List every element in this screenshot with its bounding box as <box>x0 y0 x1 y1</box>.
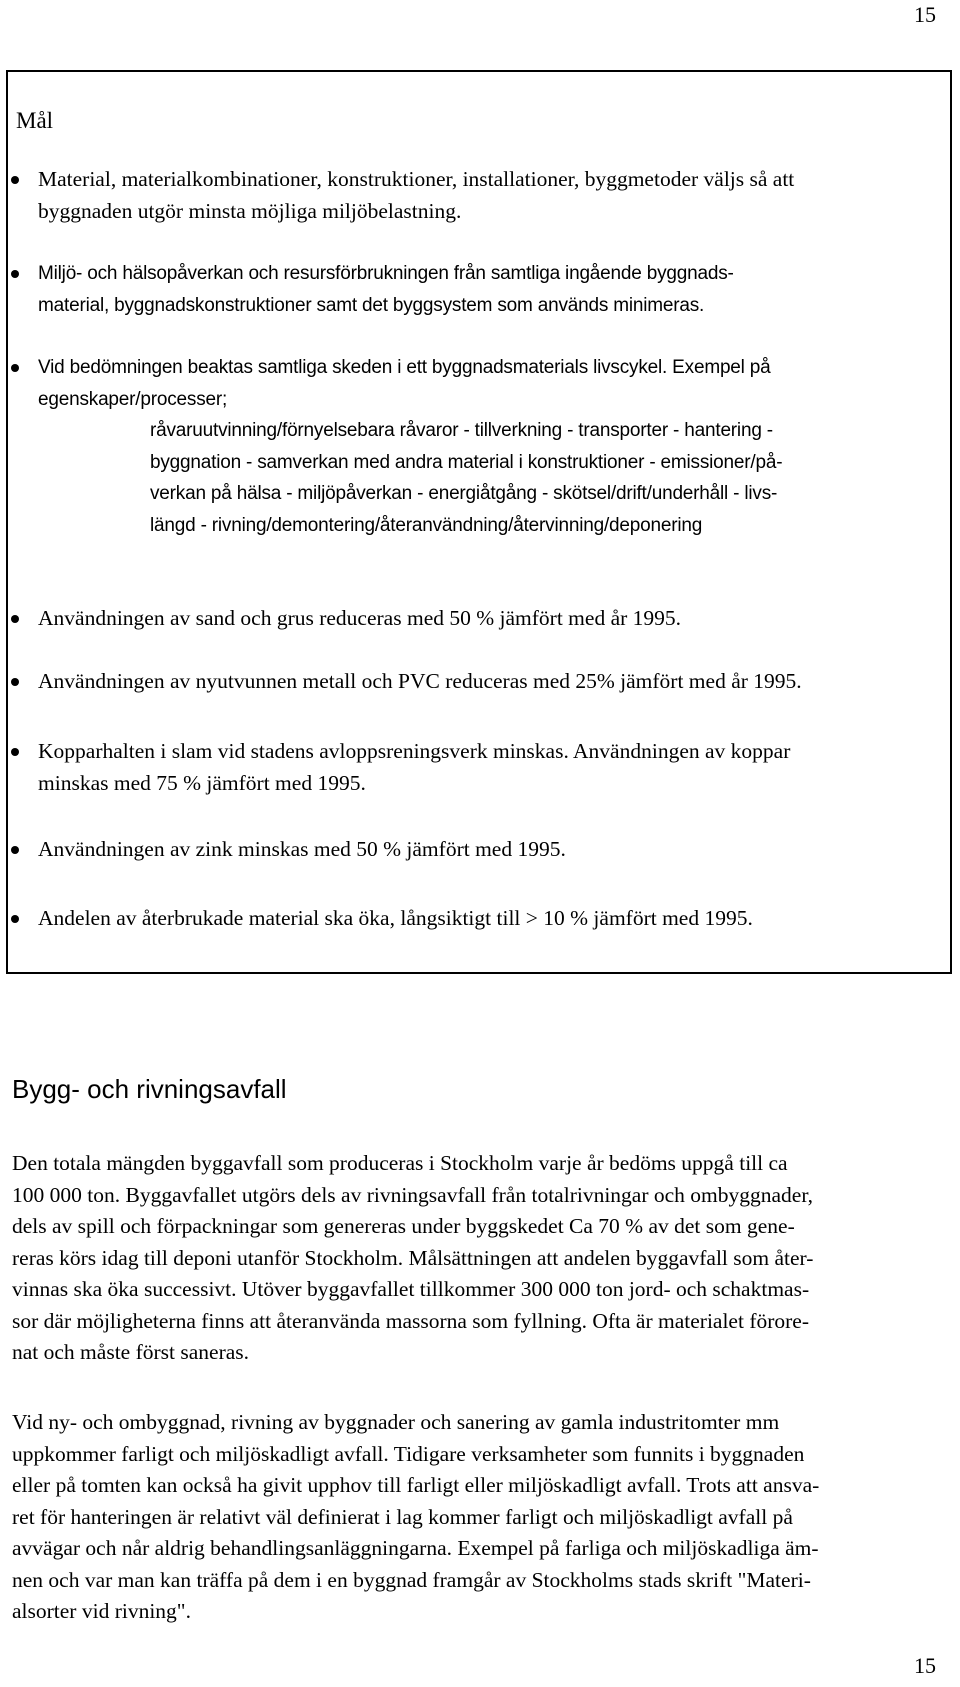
text-line: nat och måste först saneras. <box>12 1340 250 1364</box>
text-line: Miljö- och hälsopåverkan och resursförbrukningen från samtliga ingående byggnads- <box>38 263 734 284</box>
text-line: Material, materialkombinationer, konstruktioner, installationer, byggmetoder väljs så att <box>38 167 795 191</box>
text-line: material, byggnadskonstruktioner samt det byggsystem som används minimeras. <box>38 294 705 316</box>
text-line: minskas med 75 % jämfört med 1995. <box>38 770 366 795</box>
text-line: sor där möjligheterna finns att återanvända massorna som fyllning. Ofta är materialet förore- <box>12 1308 810 1333</box>
text-line: ret för hanteringen är relativt väl definierat i lag kommer farligt och miljöskadligt avfall på <box>12 1504 793 1529</box>
text-line: råvaruutvinning/förnyelsebara råvaror - tillverkning - transporter - hantering - <box>150 420 773 441</box>
goal-bullet-8 <box>38 903 938 935</box>
text-line: 100 000 ton. Byggavfallet utgörs dels av rivningsavfall från totalrivningar och ombyggnader, <box>12 1182 814 1207</box>
goal-bullet-7 <box>38 834 938 866</box>
text-line: Användningen av nyutvunnen metall och PVC reduceras med 25% jämfört med år 1995. <box>38 669 802 693</box>
text-line: dels av spill och förpackningar som genereras under byggskedet Ca 70 % av det som gene- <box>12 1214 795 1238</box>
goal-bullet-3 <box>38 352 938 541</box>
goal-box-title: Mål <box>16 108 54 133</box>
goal-bullet-2 <box>38 258 938 321</box>
text-line: nen och var man kan träffa på dem i en byggnad framgår av Stockholms stads skrift "Materi- <box>12 1567 811 1592</box>
text-line: Den totala mängden byggavfall som produceras i Stockholm varje år bedöms uppgå till ca <box>12 1151 788 1175</box>
text-line: eller på tomten kan också ha givit upphov till farligt eller miljöskadligt avfall. Trots att ansva- <box>12 1473 820 1497</box>
page-number-bottom: 15 <box>914 1653 936 1678</box>
text-line: Andelen av återbrukade material ska öka, långsiktigt till > 10 % jämfört med 1995. <box>38 906 753 930</box>
text-line: byggnation - samverkan med andra material i konstruktioner - emissioner/på- <box>150 451 783 473</box>
text-line: Kopparhalten i slam vid stadens avloppsreningsverk minskas. Användningen av koppar <box>38 739 791 763</box>
text-line: Användningen av zink minskas med 50 % jämfört med 1995. <box>38 837 566 861</box>
paragraph-1 <box>12 1148 942 1369</box>
goal-bullet-5 <box>38 666 938 698</box>
goal-bullet-6 <box>38 736 938 799</box>
text-line: vinnas ska öka successivt. Utöver byggavfallet tillkommer 300 000 ton jord- och schaktmas- <box>12 1277 810 1301</box>
text-line: avvägar och når aldrig behandlingsanläggningarna. Exempel på farliga och miljöskadliga äm- <box>12 1536 819 1560</box>
page-number-top: 15 <box>914 2 936 27</box>
text-line: Användningen av sand och grus reduceras med 50 % jämfört med år 1995. <box>38 606 682 630</box>
goal-bullet-4 <box>38 603 938 635</box>
text-line: Vid ny- och ombyggnad, rivning av byggnader och sanering av gamla industritomter mm <box>12 1410 780 1434</box>
text-line: uppkommer farligt och miljöskadligt avfall. Tidigare verksamheter som funnits i byggnaden <box>12 1441 805 1466</box>
text-line: alsorter vid rivning". <box>12 1599 191 1623</box>
lifecycle-stages <box>150 415 938 541</box>
text-line: verkan på hälsa - miljöpåverkan - energiåtgång - skötsel/drift/underhåll - livs- <box>150 483 778 504</box>
paragraph-2 <box>12 1407 942 1628</box>
text-line: Vid bedömningen beaktas samtliga skeden i ett byggnadsmaterials livscykel. Exempel på <box>38 357 771 378</box>
section-title: Bygg- och rivningsavfall <box>12 1074 287 1104</box>
text-line: byggnaden utgör minsta möjliga miljöbelastning. <box>38 198 462 223</box>
text-line: längd - rivning/demontering/återanvändning/återvinning/deponering <box>150 514 703 536</box>
goal-bullet-1 <box>38 164 938 227</box>
text-line: egenskaper/processer; <box>38 388 228 410</box>
text-line: reras körs idag till deponi utanför Stockholm. Målsättningen att andelen byggavfall som åter- <box>12 1245 814 1270</box>
